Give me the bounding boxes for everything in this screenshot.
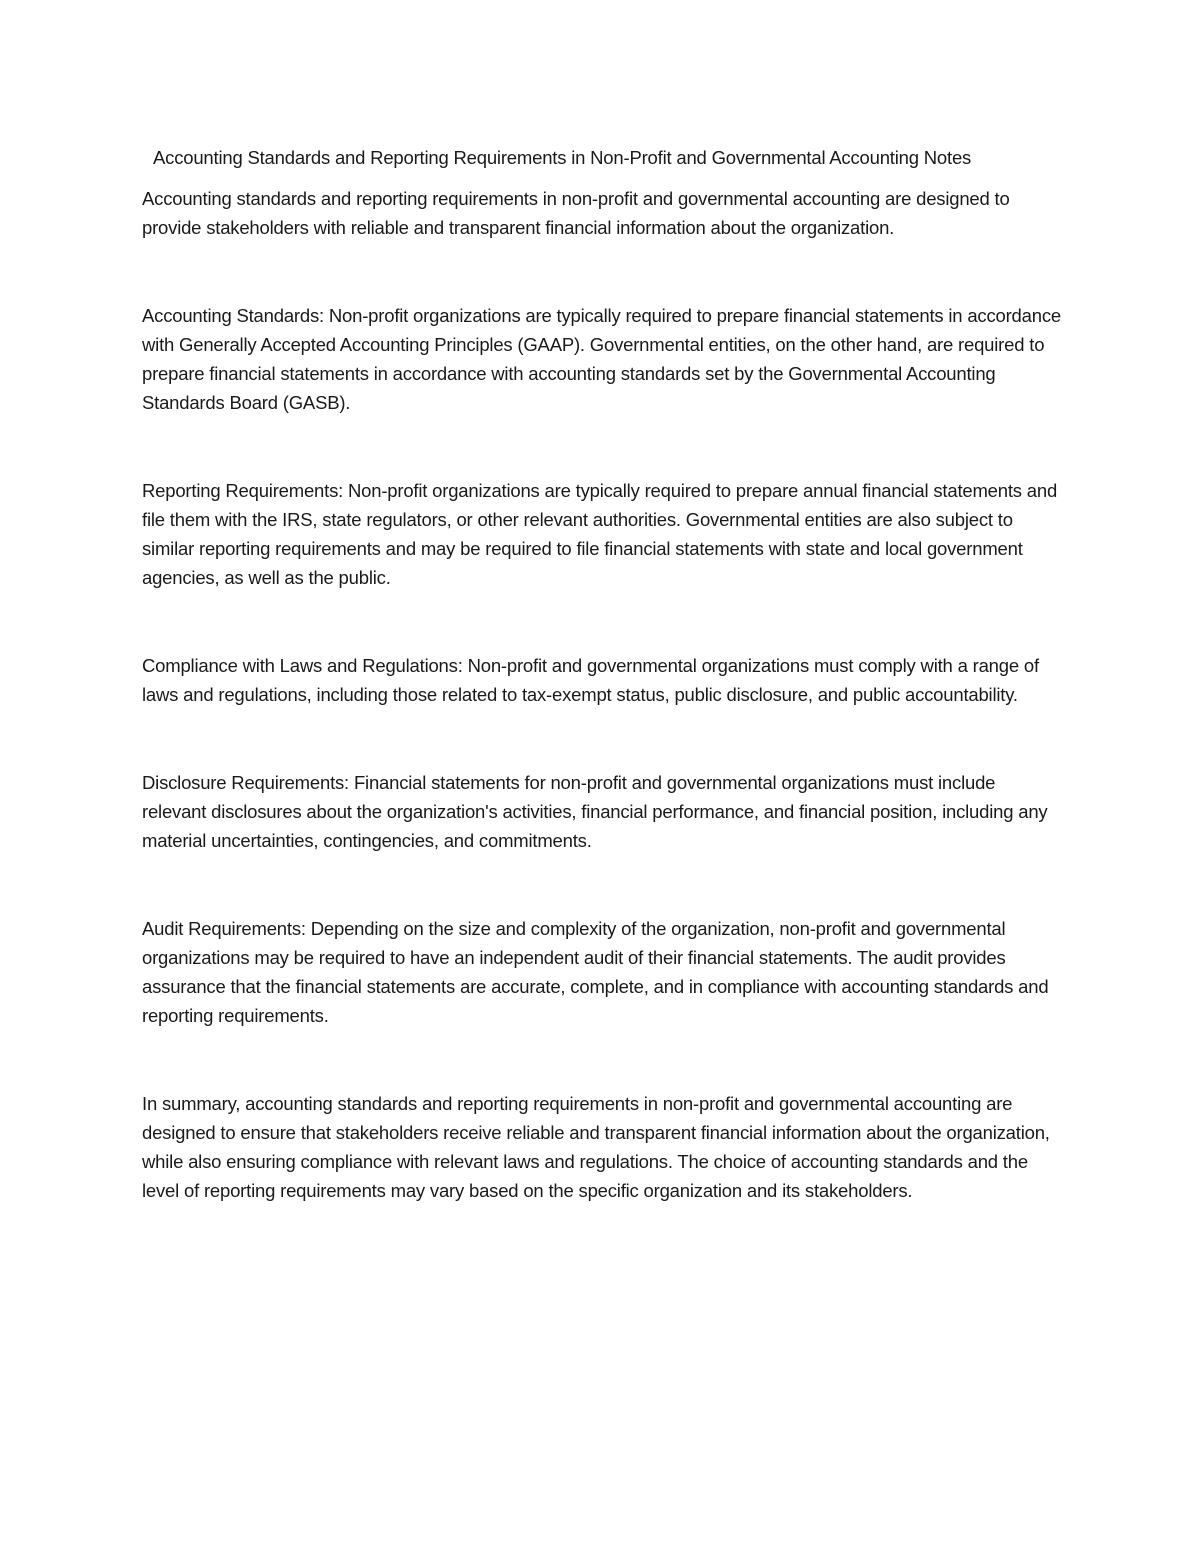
paragraph-disclosure-requirements: Disclosure Requirements: Financial statements for non-profit and governmental organizations must include relevant disclosures about the organization's activities, financial performance, and financial position, including any material uncertainties, contingencies, and commitments. [142, 772, 1048, 851]
paragraph-accounting-standards: Accounting Standards: Non-profit organizations are typically required to prepare financial statements in accordance with Generally Accepted Accounting Principles (GAAP). Governmental entities, on the other hand, are required to prepare financial statements in accordance with accounting standards set by the Governmental Accounting Standards Board (GASB). [142, 305, 1061, 413]
paragraph-audit-requirements: Audit Requirements: Depending on the size and complexity of the organization, non-profit and governmental organizations may be required to have an independent audit of their financial statements. The audit provides assurance that the financial statements are accurate, complete, and in compliance with accounting standards and reporting requirements. [142, 918, 1049, 1026]
paragraph-intro: Accounting standards and reporting requirements in non-profit and governmental accounting are designed to provide stakeholders with reliable and transparent financial information about the organization. [142, 188, 1010, 238]
document-title: Accounting Standards and Reporting Requirements in Non-Profit and Governmental Accounting Notes [153, 147, 972, 168]
paragraph-compliance: Compliance with Laws and Regulations: Non-profit and governmental organizations must comply with a range of laws and regulations, including those related to tax-exempt status, public disclosure, and public accountability. [142, 655, 1039, 705]
paragraph-reporting-requirements: Reporting Requirements: Non-profit organizations are typically required to prepare annual financial statements and file them with the IRS, state regulators, or other relevant authorities. Governmental entities are also subject to similar reporting requirements and may be required to file financial statements with state and local government agencies, as well as the public. [142, 480, 1058, 588]
paragraph-summary: In summary, accounting standards and reporting requirements in non-profit and governmental accounting are designed to ensure that stakeholders receive reliable and transparent financial information about the organization, while also ensuring compliance with relevant laws and regulations. The choice of accounting standards and the level of reporting requirements may vary based on the specific organization and its stakeholders. [142, 1093, 1050, 1201]
document-body [142, 184, 1062, 1264]
